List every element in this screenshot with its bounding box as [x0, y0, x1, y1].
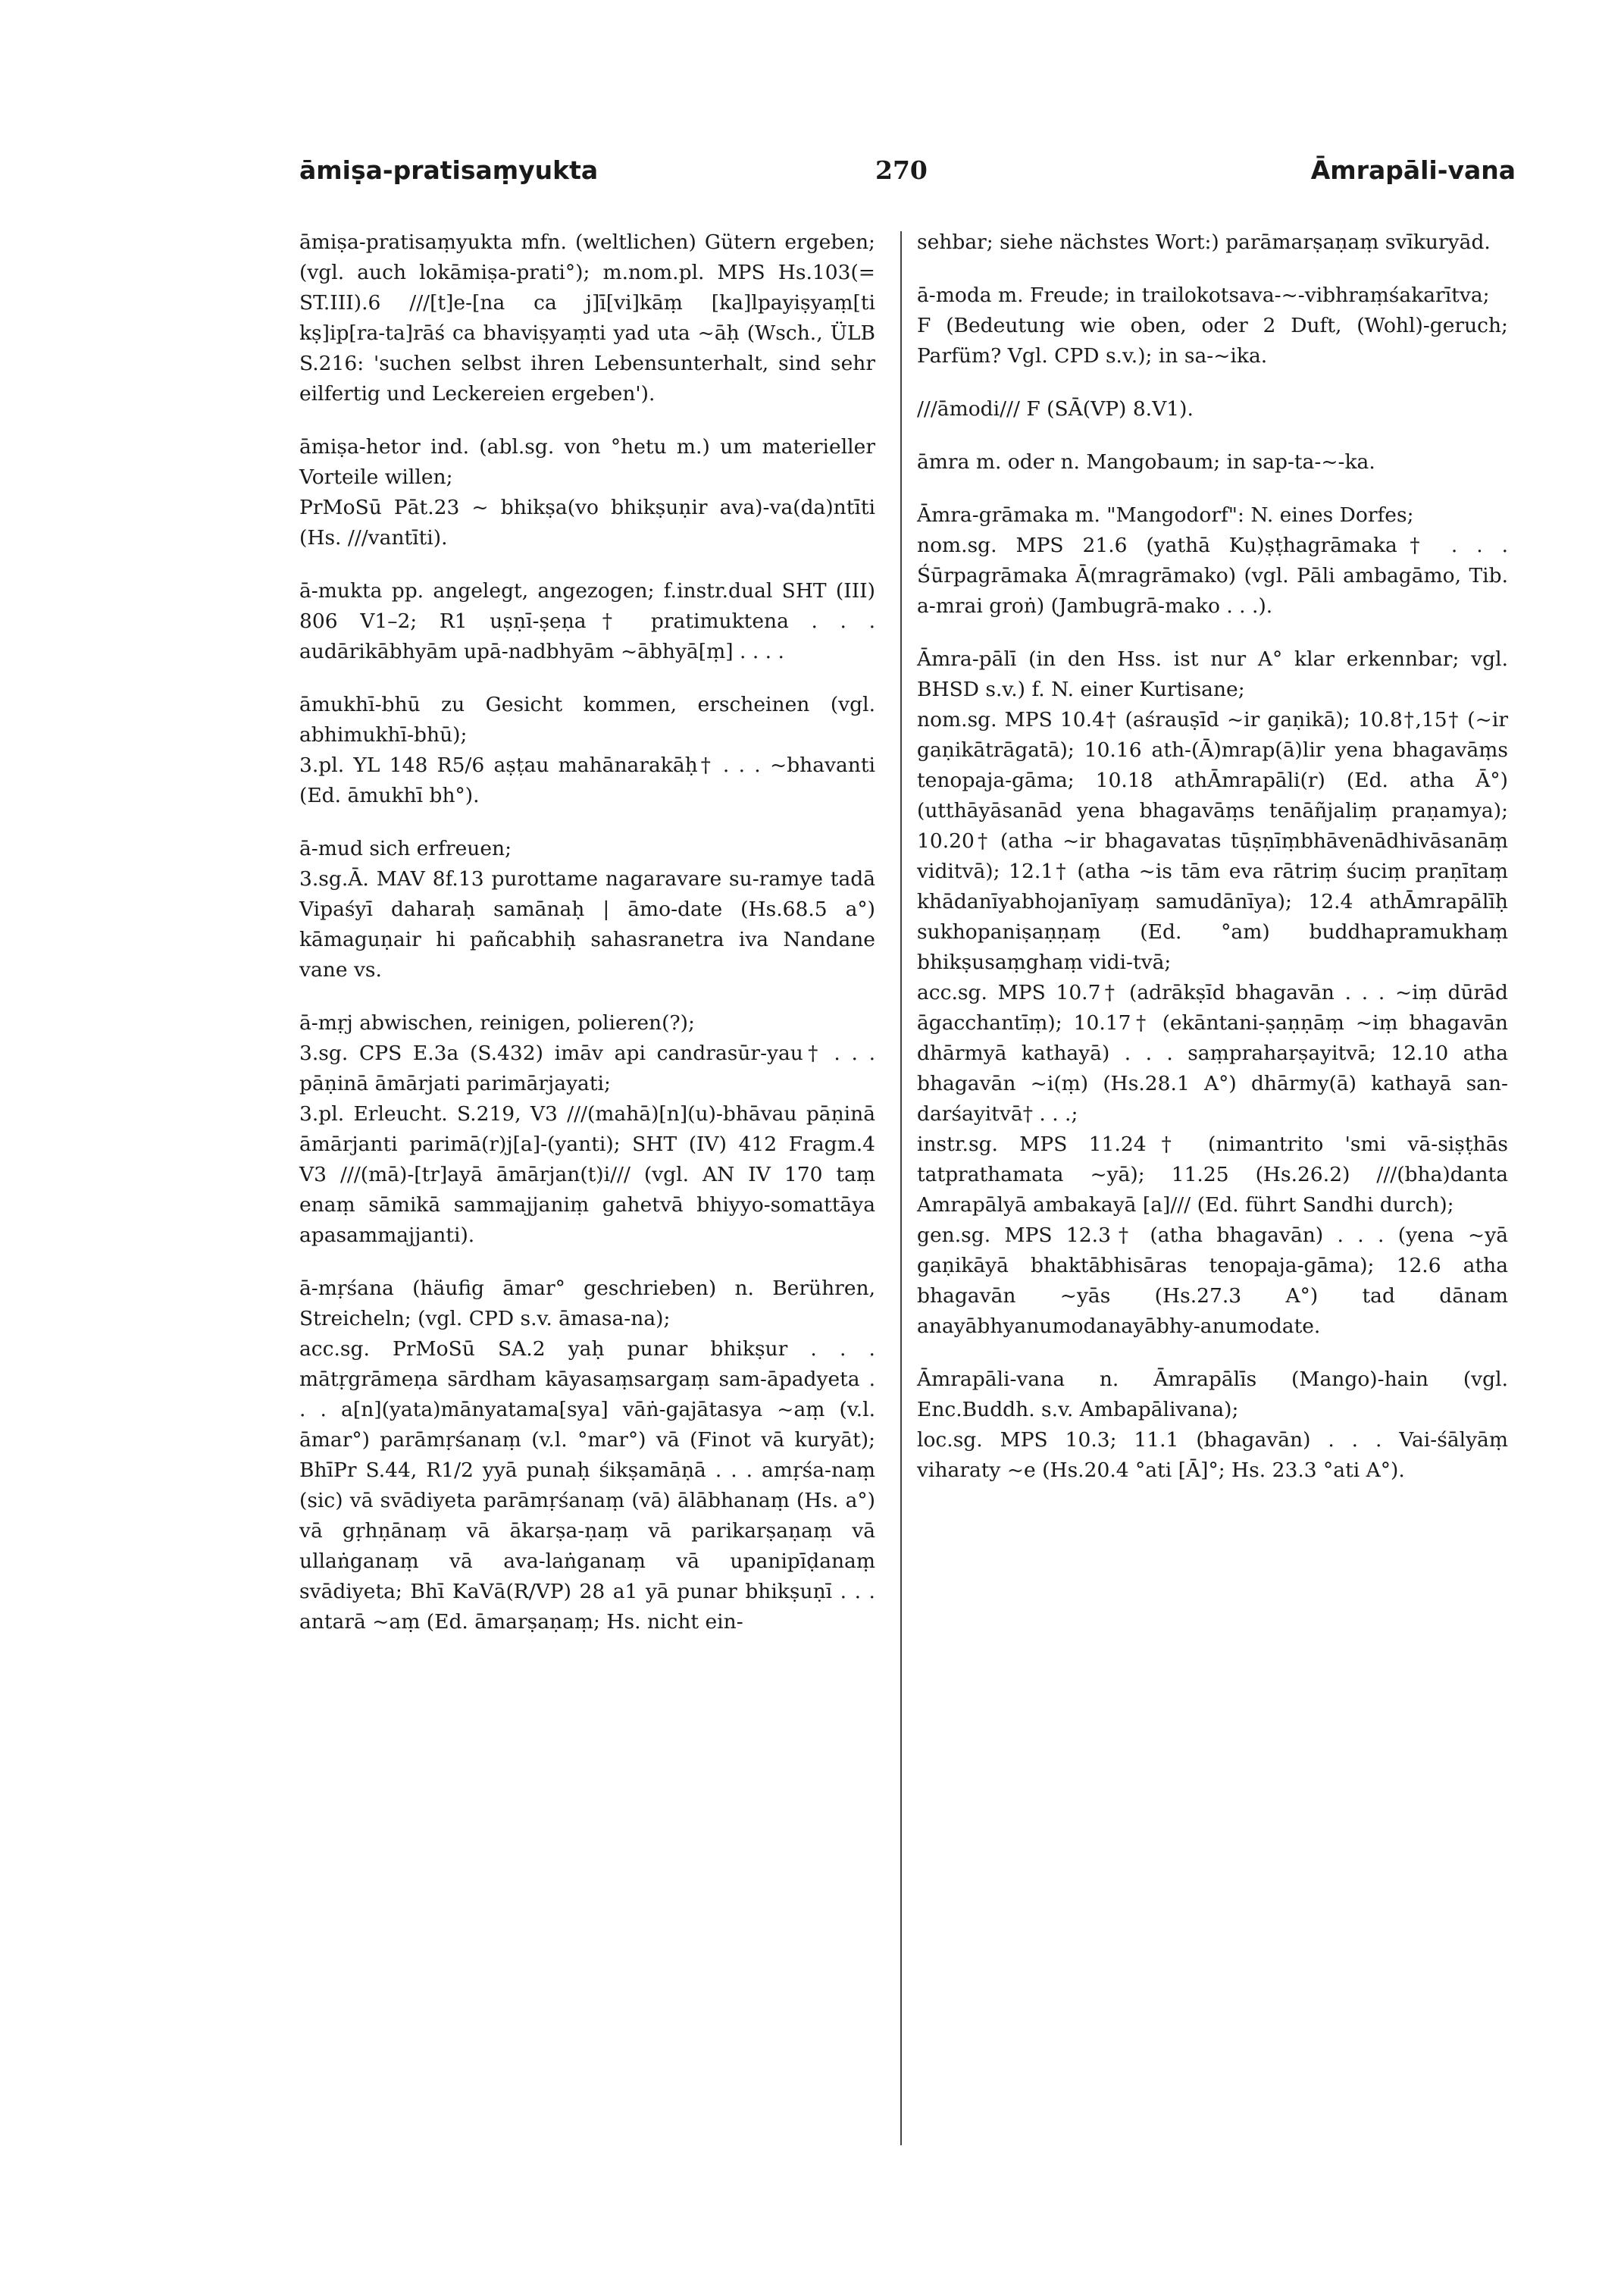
entry-text: ā-mukta pp. angelegt, angezogen; f.instr.dual SHT (III) 806 V1–2; R1 uṣṇī-ṣeṇa† pratimuktena . . . audārikābhyām upā-nadbhyām ~ābhyā[ṃ] . . . .: [299, 579, 875, 663]
entry-text: Āmra-grāmaka m. "Mangodorf": N. eines Dorfes;: [917, 503, 1414, 527]
entry-a-mud: [299, 834, 875, 985]
entry-text: ā-moda m. Freude; in trailokotsava-~-vibhraṃśakarītva;: [917, 284, 1490, 307]
entry-amukhi-bhu: [299, 690, 875, 811]
entry-a-mukta: [299, 576, 875, 667]
entry-text: āmiṣa-pratisaṃyukta mfn. (weltlichen) Gütern ergeben; (vgl. auch lokāmiṣa-prati°); m.nom.pl. MPS Hs.103(= ST.III).6 ///[t]e-[na ca j]ī[vi]kāṃ [ka]lpayiṣyaṃ[ti kṣ]ip[ra-ta]rāś ca bhaviṣyaṃti yad uta ~āḥ (Wsch., ÜLB S.216: 'suchen selbst ihren Lebensunterhalt, sind sehr eilfertig und Leckereien ergeben').: [299, 230, 875, 406]
page-number: 270: [875, 155, 928, 185]
entry-text: ā-mṛj abwischen, reinigen, polieren(?);: [299, 1011, 695, 1035]
entry-text: ///āmodi/// F (SĀ(VP) 8.V1).: [917, 397, 1194, 421]
entry-a-moda: [917, 280, 1508, 371]
entry-a-mrj: [299, 1008, 875, 1251]
entry-amra: [917, 447, 1508, 478]
right-column: [917, 227, 1508, 1509]
entry-text: F (Bedeutung wie oben, oder 2 Duft, (Wohl)-geruch; Parfüm? Vgl. CPD s.v.); in sa-~ika.: [917, 314, 1508, 368]
entry-text: Āmrapāli-vana n. Āmrapālīs (Mango)-hain (vgl. Enc.Buddh. s.v. Ambapālivana);: [917, 1368, 1508, 1421]
entry-continuation: [917, 227, 1508, 258]
left-column: [299, 227, 875, 1660]
entry-text: Āmra-pālī (in den Hss. ist nur A° klar erkennbar; vgl. BHSD s.v.) f. N. einer Kurtisane;: [917, 647, 1508, 701]
entry-text: nom.sg. MPS 21.6 (yathā Ku)ṣṭhagrāmaka† . . . Śūrpagrāmaka Ā(mragrāmako) (vgl. Pāli ambagāmo, Tib. a-mrai groṅ) (Jambugrā-mako . . .).: [917, 534, 1508, 618]
entry-text: acc.sg. MPS 10.7† (adrākṣīd bhagavān . . . ~iṃ dūrād āgacchantīṃ); 10.17† (ekāntani-ṣaṇṇāṃ ~iṃ bhagavān dhārmyā kathayā) . . . saṃpraharṣayitvā; 12.10 atha bhagavān ~i(ṃ) (Hs.28.1 A°) dhārmy(ā) kathayā san-darśayitvā† . . .;: [917, 981, 1508, 1126]
header-left-headword: āmiṣa-pratisaṃyukta: [299, 155, 599, 185]
entry-text: gen.sg. MPS 12.3† (atha bhagavān) . . . (yena ~yā gaṇikāyā bhaktābhisāras tenopaja-gāma); 12.6 atha bhagavān ~yās (Hs.27.3 A°) tad dānam anayābhyanumodanayābhy-anumodate.: [917, 1223, 1508, 1338]
entry-text: instr.sg. MPS 11.24† (nimantrito 'smi vā-siṣṭhās tatprathamata ~yā); 11.25 (Hs.26.2) ///(bha)danta Amrapālyā ambakayā [a]/// (Ed. führt Sandhi durch);: [917, 1133, 1508, 1217]
entry-text: loc.sg. MPS 10.3; 11.1 (bhagavān) . . . Vai-śālyāṃ viharaty ~e (Hs.20.4 °ati [Ā]°; Hs. 23.3 °ati A°).: [917, 1428, 1508, 1482]
entry-text: 3.pl. YL 148 R5/6 aṣṭau mahānarakāḥ† . . . ~bhavanti (Ed. āmukhī bh°).: [299, 754, 875, 807]
column-divider: [900, 231, 902, 2145]
entry-amisa-pratisamyukta: [299, 227, 875, 409]
entry-text: PrMoSū Pāt.23 ~ bhikṣa(vo bhikṣuṇir ava)-va(da)ntīti (Hs. ///vantīti).: [299, 496, 875, 550]
entry-amra-gramaka: [917, 500, 1508, 622]
entry-text: āmiṣa-hetor ind. (abl.sg. von °hetu m.) um materieller Vorteile willen;: [299, 435, 875, 489]
entry-amodi: [917, 394, 1508, 425]
entry-text: āmra m. oder n. Mangobaum; in sap-ta-~-ka.: [917, 450, 1375, 474]
entry-amisa-hetor: [299, 432, 875, 553]
entry-text: ā-mud sich erfreuen;: [299, 837, 512, 860]
entry-text: acc.sg. PrMoSū SA.2 yaḥ punar bhikṣur . . . mātṛgrāmeṇa sārdham kāyasaṃsargaṃ sam-āpadyeta . . . a[n](yata)mānyatama[sya] vāṅ-gajātasya ~aṃ (v.l. āmar°) parāmṛśanaṃ (v.l. °mar°) vā (Finot vā kuryāt); BhīPr S.44, R1/2 yyā punaḥ śikṣamāṇā . . . amṛśa-naṃ (sic) vā svādiyeta parāmṛśanaṃ (vā) ālābhanaṃ (Hs. a°) vā gṛhṇānaṃ vā ākarṣa-ṇaṃ vā parikarṣaṇaṃ vā ullaṅganaṃ vā ava-laṅganaṃ vā upanipīḍanaṃ svādiyeta; Bhī KaVā(R/VP) 28 a1 yā punar bhikṣuṇī . . . antarā ~aṃ (Ed. āmarṣaṇaṃ; Hs. nicht ein-: [299, 1337, 875, 1634]
entry-text: āmukhī-bhū zu Gesicht kommen, erscheinen (vgl. abhimukhī-bhū);: [299, 693, 875, 747]
entry-text: 3.sg. CPS E.3a (S.432) imāv api candrasūr-yau† . . . pāṇinā āmārjati parimārjayati;: [299, 1042, 875, 1095]
page-header: [299, 155, 1516, 201]
entry-a-mrsana: [299, 1274, 875, 1637]
entry-text: nom.sg. MPS 10.4† (aśrauṣīd ~ir gaṇikā); 10.8†,15† (~ir gaṇikātrāgatā); 10.16 ath-(Ā)mrap(ā)lir yena bhagavāṃs tenopaja-gāma; 10.18 athĀmrapāli(r) (Ed. atha Ā°) (utthāyāsanād yena bhagavāṃs tenāñjaliṃ praṇamya); 10.20† (atha ~ir bhagavatas tūṣṇīṃbhāvenādhivāsanāṃ viditvā); 12.1† (atha ~is tām eva rātriṃ śuciṃ praṇītaṃ khādanīyabhojanīyaṃ samudānīya); 12.4 athĀmrapālīḥ sukhopaniṣaṇṇaṃ (Ed. °am) buddhapramukhaṃ bhikṣusaṃghaṃ vidi-tvā;: [917, 708, 1508, 974]
entry-amrapali-vana: [917, 1364, 1508, 1486]
header-right-headword: Āmrapāli-vana: [1310, 155, 1516, 185]
entry-text: ā-mṛśana (häufig āmar° geschrieben) n. Berühren, Streicheln; (vgl. CPD s.v. āmasa-na);: [299, 1277, 875, 1330]
entry-text: sehbar; siehe nächstes Wort:) parāmarṣaṇaṃ svīkuryād.: [917, 230, 1491, 254]
entry-amra-pali: [917, 644, 1508, 1342]
entry-text: 3.sg.Ā. MAV 8f.13 purottame nagaravare su-ramye tadā Vipaśyī daharaḥ samānaḥ | āmo-date (Hs.68.5 a°) kāmaguṇair hi pañcabhiḥ sahasranetra iva Nandane vane vs.: [299, 867, 875, 982]
entry-text: 3.pl. Erleucht. S.219, V3 ///(mahā)[n](u)-bhāvau pāṇinā āmārjanti parimā(r)j[a]-(yanti); SHT (IV) 412 Fragm.4 V3 ///(mā)-[tr]ayā āmārjan(t)i/// (vgl. AN IV 170 taṃ enaṃ sāmikā sammajjaniṃ gahetvā bhiyyo-somattāya apasammajjanti).: [299, 1102, 875, 1247]
